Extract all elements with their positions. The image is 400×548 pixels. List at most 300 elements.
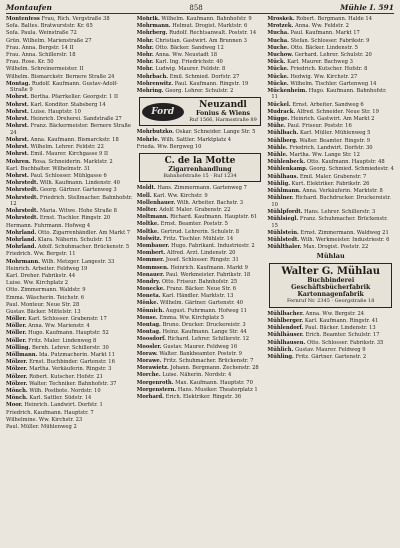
directory-entry xyxy=(267,16,394,23)
directory-entry xyxy=(267,88,394,101)
entry-name: Mohrstedt. xyxy=(6,180,39,187)
directory-entry xyxy=(6,295,133,302)
entry-name: Moor. xyxy=(6,402,23,409)
entry-details: Paul. Kaufmann. Markt 17 xyxy=(290,30,360,37)
directory-entry xyxy=(267,244,394,251)
entry-details: Franz. Bäckermeister. Bernere Straße 24 xyxy=(10,123,131,136)
entry-details: Fritz. Tischler. Mühlstr. 14 xyxy=(163,235,234,242)
directory-entry xyxy=(137,308,264,315)
ad-line-3: Geschäftsbücherfabrik xyxy=(291,283,371,291)
directory-entry xyxy=(6,323,133,330)
entry-name: Monauer. xyxy=(136,271,165,278)
directory-entry xyxy=(137,66,264,73)
entry-details: Adolf. Schuhmacher. Brückenstr. 5 xyxy=(37,244,130,251)
entry-name: Mohrst. xyxy=(6,137,29,143)
directory-entry xyxy=(6,144,133,151)
entry-details: Ernst. Beamter. Poststr. 5 xyxy=(160,221,228,228)
entry-details: Karl. Müller. Mühlenweg 5 xyxy=(299,130,371,137)
entry-details: Wilhelm. Kaufmann. Bahnhofstr. 9 xyxy=(161,16,252,22)
entry-details: Wilhelm. Lehrer. Feldstr. 22 xyxy=(30,144,104,151)
ad-line-4: Kartonnagenfabrik xyxy=(297,290,364,298)
entry-details: Ernst. Buchbinder. Gartenstr. 16 xyxy=(29,359,115,366)
entry-name: Mohrst. xyxy=(6,144,29,151)
directory-entry xyxy=(6,410,133,417)
entry-details: Hugo. Kaufmann. Bahnhofstr. 11 xyxy=(271,87,387,101)
directory-entry xyxy=(137,394,264,401)
directory-entry xyxy=(137,344,264,351)
directory-entry xyxy=(137,30,264,37)
entry-name: Mohr. xyxy=(136,37,154,44)
directory-entry xyxy=(6,345,133,352)
entry-name: Mommsen. xyxy=(136,264,169,271)
directory-entry xyxy=(267,138,394,145)
entry-name: Mühlich. xyxy=(267,346,294,353)
entry-name: Mohrbach. xyxy=(136,73,169,80)
entry-details: Paul. Schlosser. Mühlgasse 6 xyxy=(30,172,107,179)
entry-name: Mühlstein. xyxy=(267,229,299,236)
entry-name: Mohr. xyxy=(136,66,154,73)
section-heading: Mühlau xyxy=(316,251,345,260)
directory-entry xyxy=(6,266,133,273)
entry-name: Morhard. xyxy=(136,393,164,400)
entry-details: Josef. Schlosser. Ringstr. 31 xyxy=(165,257,239,264)
directory-entry xyxy=(137,59,264,66)
entry-name: Mohrst. xyxy=(6,101,29,108)
directory-entry xyxy=(267,81,394,88)
directory-entry xyxy=(267,230,394,237)
directory-entry xyxy=(6,316,133,323)
entry-name: Mollenhauer. xyxy=(136,199,176,206)
directory-entry xyxy=(137,322,264,329)
entry-details: Frieda. Ww. Bergweg 10 xyxy=(136,143,202,150)
header-left: Montaufen xyxy=(6,3,52,12)
entry-name: Morawe. xyxy=(136,357,162,364)
directory-entry xyxy=(6,417,133,424)
directory-entry xyxy=(6,230,133,237)
entry-name: Mühlig. xyxy=(267,180,291,187)
header-right-word: Mühle xyxy=(340,3,367,12)
directory-entry xyxy=(267,347,394,354)
entry-details: Fritz. Gärtner. Gartenstr. 2 xyxy=(295,353,367,360)
directory-entry xyxy=(267,209,394,216)
directory-entry xyxy=(6,259,133,266)
directory-entry xyxy=(6,309,133,316)
directory-entry xyxy=(267,123,394,130)
entry-name: Mohrst. xyxy=(6,151,29,158)
entry-name: Mühlthaler. xyxy=(267,244,302,251)
entry-name: Mücke. xyxy=(267,80,289,87)
entry-details: Ernst. Arbeiter. Sandweg 6 xyxy=(292,101,364,108)
entry-details: Luise. Ww. Kirchplatz 2 xyxy=(6,280,69,287)
directory-entry xyxy=(6,30,133,37)
directory-entry xyxy=(6,102,133,109)
directory-entry xyxy=(137,23,264,30)
entry-details: Heinz. Kaufmann. Lange Str. 44 xyxy=(162,329,247,336)
entry-details: Karl. Händler. Marktstr. 13 xyxy=(162,293,234,300)
entry-details: Paul. Monteur. Neue Str. 28 xyxy=(6,301,80,308)
ad-text xyxy=(188,100,259,123)
directory-entry xyxy=(137,351,264,358)
entry-name: Mühle. xyxy=(267,151,288,158)
entry-name: Mönke. xyxy=(136,300,159,307)
directory-entry xyxy=(6,94,133,101)
entry-details: Walter. Beamter. Ringstr. 9 xyxy=(299,137,371,144)
directory-entry xyxy=(267,116,394,123)
entry-details: Heinrich. Dreherei. Sandstraße 27 xyxy=(30,116,122,123)
directory-entry xyxy=(6,237,133,244)
entry-details: Helmut. Drogist. Marktstr. 6 xyxy=(172,23,248,30)
entry-details: Gustav. Bäcker. Mittelstr. 13 xyxy=(6,308,81,315)
column-1 xyxy=(6,16,133,546)
entry-details: Sofa. Baltes. Bratwurststr. Kr. 65 xyxy=(6,23,93,30)
entry-name: Muchow. xyxy=(267,51,293,58)
directory-entry xyxy=(267,38,394,45)
entry-name: Mucha. xyxy=(267,37,289,44)
entry-details: Paul. Müller. Mühlenweg 2 xyxy=(6,423,77,430)
entry-details: Oskar. Schneider. Lange Str. 5 xyxy=(175,129,256,136)
entry-name: Moosdorf. xyxy=(136,336,166,343)
directory-entry xyxy=(137,81,264,88)
directory-entry xyxy=(137,144,264,151)
entry-name: Montag. xyxy=(136,322,161,328)
entry-name: Mühlstedt. xyxy=(267,237,300,244)
entry-details: Wilhelmine. Ww. Kirchstr. 23 xyxy=(6,416,83,423)
entry-details: August. Fuhrmann. Hofweg 11 xyxy=(165,307,247,314)
entry-details: Kurt. Elektriker. Fabrikstr. 26 xyxy=(291,180,370,187)
directory-entry xyxy=(6,173,133,180)
entry-name: Moll. xyxy=(136,192,152,199)
entry-details: Ernst. Tischler. Ringstr. 20 xyxy=(39,215,111,222)
entry-details: Richard. Lehrer. Schillerstr. 12 xyxy=(167,336,250,343)
entry-name: Mohrstedt. xyxy=(6,215,39,222)
entry-details: Georg. Gärtner. Gartenweg 3 xyxy=(39,187,117,194)
entry-details: Friedrich. Landwirt. Dorfstr. 30 xyxy=(289,144,373,151)
entry-details: Karl. Buchhalter. Wilhelmstr. 31 xyxy=(6,165,91,172)
entry-details: Heinrich. Landwirt. Dorfstr. 1 xyxy=(24,402,103,409)
directory-entry xyxy=(6,59,133,66)
entry-details: Gustav. Maurer. Feldweg 9 xyxy=(294,346,366,353)
entry-name: Moltke. xyxy=(136,221,159,228)
directory-entry xyxy=(267,195,394,208)
entry-name: Mohrlk. xyxy=(136,16,160,22)
directory-entry xyxy=(137,257,264,264)
directory-entry xyxy=(137,185,264,192)
entry-details: Georg. Lehrer. Schulstr. 2 xyxy=(165,87,234,94)
entry-name: Mohrstedt. xyxy=(6,194,39,201)
entry-name: Mohrst. xyxy=(6,123,29,130)
advertisement xyxy=(139,153,262,182)
entry-details: Stefan. Schlosser. Fabrikstr. 9 xyxy=(290,37,370,44)
entry-name: Mühlpfordt. xyxy=(267,208,303,215)
entry-details: Max. Drogist. Poststr. 22 xyxy=(303,244,369,251)
entry-details: Erich. Elektriker. Ringstr. 36 xyxy=(165,393,242,400)
entry-name: Mühlberg. xyxy=(267,137,298,144)
entry-name: Mohrstedt. xyxy=(6,208,39,215)
directory-entry xyxy=(6,38,133,45)
ad-line-1: Neuzandl xyxy=(199,100,247,111)
entry-details: Otto. Kaufmann. Hauptstr. 48 xyxy=(306,159,385,166)
header-right xyxy=(340,3,394,12)
directory-entry xyxy=(137,74,264,81)
entry-details: Anna. Ww. Marienstr. 4 xyxy=(28,323,90,330)
entry-details: Johann. Bergmann. Zechenstr. 28 xyxy=(170,365,259,372)
directory-entry xyxy=(137,250,264,257)
ad-line-3: Ruf 1566, Harmsstraße 89 xyxy=(189,117,257,124)
entry-name: Montenfess xyxy=(6,16,40,22)
directory-entry xyxy=(6,273,133,280)
directory-entry xyxy=(267,332,394,339)
ad-line-1: C. de la Motte xyxy=(164,156,236,167)
entry-details: Walter. Bankbeamter. Poststr. 9 xyxy=(159,350,242,357)
page-header xyxy=(6,3,394,14)
entry-details: Wilh. Sattler. Marktplatz 4 xyxy=(161,136,232,143)
entry-name: Mohr. xyxy=(136,59,154,66)
entry-details: Richard. Buchdrucker. Druckereistr. 10 xyxy=(271,195,391,208)
directory-entry xyxy=(6,187,133,194)
directory-entry xyxy=(6,66,133,73)
directory-entry xyxy=(6,159,133,166)
entry-name: Mühle. xyxy=(267,144,288,151)
directory-entry xyxy=(267,340,394,347)
entry-details: Friedrich. Kaufmann. Hauptstr. 7 xyxy=(6,409,94,416)
directory-entry xyxy=(137,207,264,214)
entry-details: Alfred. Schneider. Neue Str. 19 xyxy=(296,108,379,115)
entry-details: Rosa. Schneiderin. Marktstr. 2 xyxy=(32,158,113,165)
directory-entry xyxy=(6,352,133,359)
entry-name: Moraw. xyxy=(136,350,158,357)
entry-details: Wilh. Postbote. Nordstr. 10 xyxy=(29,387,101,394)
muhlau-advertisement xyxy=(269,263,392,308)
entry-details: Richard. Kaufmann. Hauptstr. 61 xyxy=(170,214,258,221)
entry-name: Mohrberg. xyxy=(136,30,168,37)
entry-name: Mombert. xyxy=(136,250,166,257)
entry-details: Gertrud. Lehrerin. Schulstr. 8 xyxy=(160,228,240,235)
entry-details: Hugo. Fabrikant. Industriestr. 2 xyxy=(171,242,255,249)
ad-line-2: Fonius & Wiens xyxy=(195,110,251,118)
entry-details: Bernh. Lehrer. Schillerstr. 30 xyxy=(31,344,109,351)
entry-name: Möller. xyxy=(6,337,27,344)
directory-entry xyxy=(6,45,133,52)
directory-entry xyxy=(137,129,264,136)
entry-details: Heinrich. Kaufmann. Markt 9 xyxy=(170,264,248,271)
entry-name: Morche. xyxy=(136,372,161,379)
entry-details: Friedrich. Ww. Bergstr. 11 xyxy=(6,251,76,258)
directory-entry xyxy=(267,74,394,81)
entry-name: Mondry. xyxy=(136,278,161,285)
entry-details: Emil. Maurer. Kirchgasse 9 II xyxy=(30,151,109,158)
directory-entry xyxy=(6,180,133,187)
entry-details: Wilhelm. Gärtner. Gartenstr. 40 xyxy=(160,300,244,307)
directory-entry xyxy=(267,45,394,52)
entry-name: Mohrland. xyxy=(6,229,37,236)
entry-name: Mohrmann. xyxy=(136,23,171,30)
entry-details: Grün. Wilhelm. Marienstraße 27 xyxy=(6,37,92,44)
directory-entry xyxy=(267,325,394,332)
directory-entry xyxy=(137,38,264,45)
entry-details: Gerhard. Lehrer. Schulstr. 20 xyxy=(294,51,372,58)
entry-details: Karl. Ww. Kirchstr. 9 xyxy=(153,192,208,199)
ad-line-2: Zigarrenhandlung xyxy=(168,166,232,174)
directory-entry xyxy=(267,66,394,73)
directory-entry xyxy=(6,330,133,337)
entry-details: Wilhelm. Tischler. Gartenweg 14 xyxy=(290,80,377,87)
directory-entry xyxy=(137,88,264,95)
entry-details: Otto. Schlosser. Fabrikstr. 35 xyxy=(306,339,384,346)
directory-entry xyxy=(137,293,264,300)
directory-entry xyxy=(137,286,264,293)
directory-entry xyxy=(267,188,394,195)
entry-name: Mücke. xyxy=(267,73,289,80)
entry-name: Mühlhäuser. xyxy=(267,332,304,339)
directory-entry xyxy=(137,243,264,250)
directory-entry xyxy=(137,372,264,379)
entry-name: Mühlmann. xyxy=(267,187,301,194)
entry-name: Möller. xyxy=(6,316,27,323)
columns xyxy=(6,16,394,546)
entry-details: Fritz. Schuhmacher. Brückenstr. 7 xyxy=(163,357,254,364)
entry-details: Wilh. Arbeiter. Bachstr. 3 xyxy=(176,199,244,206)
entry-details: Georg. Schmied. Schmiedestr. 4 xyxy=(309,166,394,173)
entry-name: Mühlbacher. xyxy=(267,310,304,317)
entry-name: Mölzer. xyxy=(6,373,28,380)
ford-logo: Ford xyxy=(142,103,184,121)
entry-name: Monecke. xyxy=(136,286,165,293)
directory-entry xyxy=(6,381,133,388)
entry-name: Möllmann. xyxy=(6,352,38,359)
entry-name: Mrotzek. xyxy=(267,23,294,30)
entry-details: Luise. Hauptstr. 10 xyxy=(30,108,81,115)
entry-name: Moltke. xyxy=(136,228,159,235)
entry-name: Mühlendorf. xyxy=(267,325,304,332)
entry-details: Frau. Rose. Kr. 50 xyxy=(6,59,54,66)
entry-name: Mohr. xyxy=(136,51,154,58)
entry-name: Mohrst. xyxy=(6,116,29,123)
ad-line-2: Buchbinderei xyxy=(307,276,355,284)
directory-entry xyxy=(137,137,264,144)
entry-name: Mühlsiegl. xyxy=(267,216,299,223)
entry-details: Heinrich. Arbeiter. Feldweg 19 xyxy=(6,265,88,272)
entry-details: Emil. Maler. Grabenstr. 7 xyxy=(299,173,367,180)
entry-details: Christian. Gastwirt. Am Brunnen 3 xyxy=(155,37,247,44)
entry-details: Franz. Schuhmacher. Brückenstr. 15 xyxy=(271,216,388,229)
entry-name: Molter. xyxy=(136,207,158,213)
entry-name: Morgenstern. xyxy=(136,386,177,393)
entry-name: Moosler. xyxy=(136,343,162,350)
entry-details: Wilh. Kaufmann. Lindenstr. 40 xyxy=(39,180,120,187)
directory-entry xyxy=(267,109,394,116)
entry-details: Karl. Ing. Friedrichstr. 40 xyxy=(155,59,223,66)
ad-line-3: Bahnhofstraße 15 · Ruf 1234 xyxy=(163,173,237,180)
entry-name: Mück. xyxy=(267,59,286,66)
directory-entry xyxy=(267,145,394,152)
page-number: 858 xyxy=(189,4,203,12)
entry-details: Hans. Musiker. Theaterplatz 1 xyxy=(177,386,258,393)
directory-entry xyxy=(137,300,264,307)
entry-name: Mühlhaus. xyxy=(267,173,299,180)
entry-details: Bertha. Pfarrkeller. Georgstr. 1 II xyxy=(30,94,119,101)
entry-name: Moldt. xyxy=(136,185,156,192)
entry-details: Hugo. Kaufmann. Hauptstr. 52 xyxy=(28,330,109,337)
entry-name: Mudrack. xyxy=(267,108,296,115)
entry-name: Möller. xyxy=(6,330,27,337)
entry-details: Otto. Bäcker. Lindenstr. 5 xyxy=(290,44,358,51)
directory-entry xyxy=(137,365,264,372)
entry-details: Hans. Lehrer. Schillerstr. 3 xyxy=(304,208,376,215)
directory-entry xyxy=(267,30,394,37)
entry-details: Gustav. Maurer. Feldweg 16 xyxy=(163,343,238,350)
entry-details: Rudolf. Kaufmann. Gustav-Adolf-Straße 9 xyxy=(10,80,118,94)
directory-entry xyxy=(267,318,394,325)
entry-details: Emil. Schmied. Dorfstr. 27 xyxy=(169,73,240,80)
entry-name: Mohrst. xyxy=(6,94,29,101)
directory-entry xyxy=(137,329,264,336)
entry-details: Anna. Verkäuferin. Marktstr. 8 xyxy=(302,187,383,194)
directory-entry xyxy=(6,123,133,136)
entry-name: Mombauer. xyxy=(136,242,170,249)
directory-entry xyxy=(267,102,394,109)
directory-entry xyxy=(137,336,264,343)
entry-name: Morawietz. xyxy=(136,365,169,372)
directory-entry xyxy=(267,174,394,181)
entry-details: Paul. Werkmeister. Fabrikstr. 18 xyxy=(165,271,251,278)
entry-details: Anna. Ww. Neustadt 18 xyxy=(155,51,218,58)
directory-entry xyxy=(137,315,264,322)
directory-entry xyxy=(6,402,133,409)
entry-details: Paul. Bäcker. Lindenstr. 13 xyxy=(305,325,376,332)
entry-details: Wilh. Metzger. Langestr. 33 xyxy=(41,258,115,265)
directory-entry xyxy=(6,395,133,402)
entry-details: Martha. Ww. Lange Str. 12 xyxy=(289,151,360,158)
entry-name: Muche. xyxy=(267,44,289,51)
directory-entry xyxy=(137,272,264,279)
entry-details: Emma. Wäscherin. Teichstr. 6 xyxy=(6,294,85,301)
entry-name: Mohrbutzko. xyxy=(136,129,174,136)
entry-details: Anna. Ww. Bergstr. 24 xyxy=(305,310,365,317)
directory-entry xyxy=(137,279,264,286)
directory-entry xyxy=(6,81,133,94)
directory-entry xyxy=(6,166,133,173)
entry-details: Bruno. Drucker. Druckereistr. 3 xyxy=(162,322,246,328)
entry-details: Sofa. Paula. Weinstraße 72 xyxy=(6,30,77,37)
directory-entry xyxy=(137,221,264,228)
entry-details: Klara. Näherin. Schulstr. 15 xyxy=(37,237,112,244)
directory-entry xyxy=(6,338,133,345)
directory-entry xyxy=(267,216,394,229)
ad-line-1: Walter G. Mühlau xyxy=(281,265,381,277)
entry-details: Max. Kaufmann. Hauptstr. 70 xyxy=(175,379,253,386)
directory-entry xyxy=(267,166,394,173)
entry-name: Mohrenwitz. xyxy=(136,80,174,87)
entry-details: Karl. Maurer. Bachweg 3 xyxy=(287,59,353,66)
entry-name: Mückel. xyxy=(267,101,291,108)
entry-details: Anna. Kaufmann. Bismarckstr. 18 xyxy=(30,137,119,143)
entry-details: Hans. Zimmermann. Gartenweg 7 xyxy=(157,185,247,192)
entry-details: Wilhelm. Schreinermeister. II xyxy=(6,66,84,73)
entry-details: Heinrich. Gastwirt. Am Markt 2 xyxy=(290,116,375,123)
directory-entry xyxy=(137,45,264,52)
entry-details: Martha. Verkäuferin. Ringstr. 3 xyxy=(29,366,112,373)
entry-name: Mohrmann. xyxy=(6,258,40,265)
directory-entry xyxy=(6,359,133,366)
entry-name: Mühlhausen. xyxy=(267,339,306,346)
entry-details: Otto. Zigarrenhändler. Am Markt 7 xyxy=(37,229,131,236)
entry-details: Rudolf. Rechtsanwalt. Poststr. 14 xyxy=(169,30,257,37)
entry-name: Montag. xyxy=(6,80,31,87)
ford-advertisement xyxy=(139,97,262,126)
entry-details: Frau. Anna. Bergstr. 14 II xyxy=(6,44,74,51)
entry-name: Mühe. xyxy=(267,123,286,130)
entry-name: Mölzer. xyxy=(6,380,28,387)
